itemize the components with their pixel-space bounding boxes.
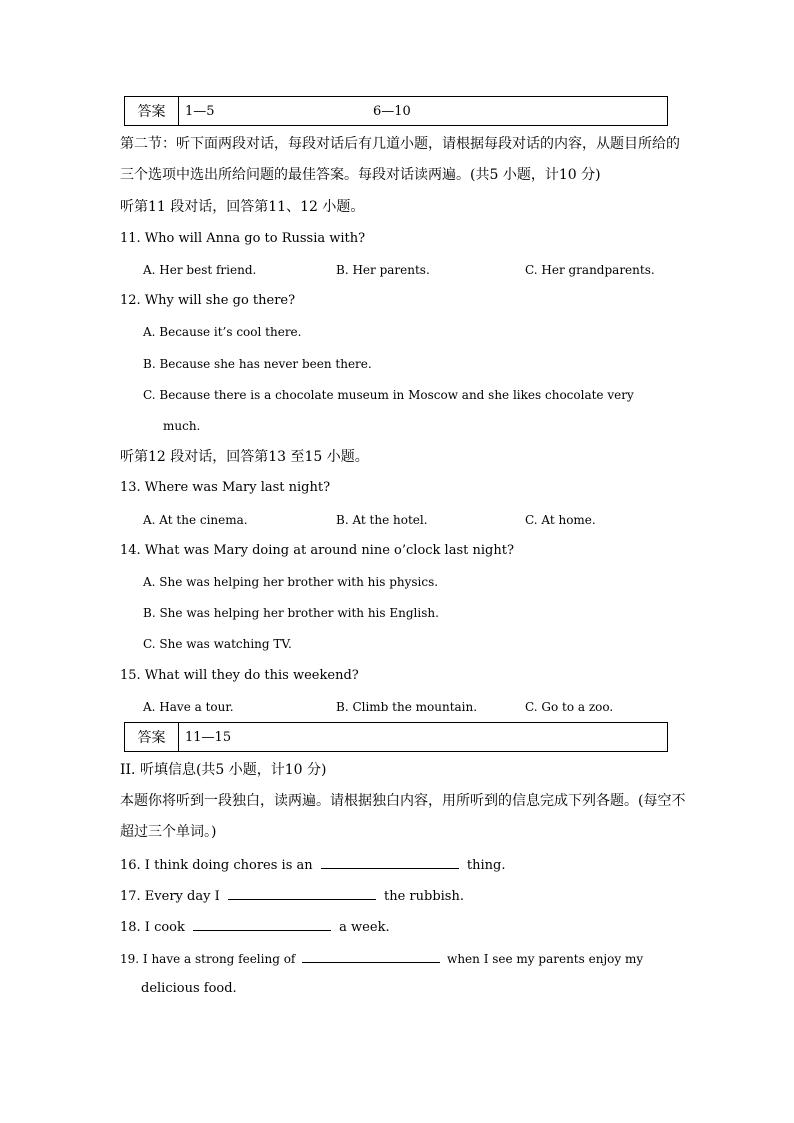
question-18: [120, 918, 390, 936]
q17-suffix: the rubbish.: [384, 889, 464, 904]
q15-option-c: C. Go to a zoo.: [525, 700, 614, 714]
q12-option-c: C. Because there is a chocolate museum in Moscow and she likes chocolate very: [143, 388, 634, 402]
q16-blank: [321, 856, 459, 869]
question-13: 13. Where was Mary last night?: [120, 480, 331, 495]
question-19: [120, 950, 643, 967]
q14-option-b: B. She was helping her brother with his English.: [143, 606, 439, 620]
part2-instruction-line2: 超过三个单词。): [120, 824, 217, 840]
question-17: [120, 887, 464, 905]
question-12: 12. Why will she go there?: [120, 293, 296, 308]
question-11: 11. Who will Anna go to Russia with?: [120, 231, 366, 246]
question-15: 15. What will they do this weekend?: [120, 668, 359, 683]
q17-prefix: 17. Every day I: [120, 889, 220, 904]
q12-option-c-continued: much.: [163, 419, 201, 433]
answer-label: 答案: [125, 97, 179, 125]
q18-prefix: 18. I cook: [120, 920, 185, 935]
q19-blank: [302, 950, 440, 963]
q13-option-b: B. At the hotel.: [336, 513, 428, 527]
dialog-11-heading: 听第11 段对话，回答第11、12 小题。: [120, 199, 365, 215]
q17-blank: [228, 887, 376, 900]
q18-suffix: a week.: [339, 920, 390, 935]
answer-range-1-5: 1—5: [185, 104, 215, 119]
q15-option-a: A. Have a tour.: [143, 700, 234, 714]
answer-range-11-15: 11—15: [185, 730, 232, 745]
question-16: [120, 856, 506, 874]
answer-range-6-10: 6—10: [373, 104, 411, 119]
q16-prefix: 16. I think doing chores is an: [120, 858, 313, 873]
q13-option-c: C. At home.: [525, 513, 596, 527]
question-14: 14. What was Mary doing at around nine o’clock last night?: [120, 543, 514, 558]
q14-option-c: C. She was watching TV.: [143, 637, 292, 651]
q11-option-c: C. Her grandparents.: [525, 263, 655, 277]
q15-option-b: B. Climb the mountain.: [336, 700, 478, 714]
section2-instruction-line1: 第二节：听下面两段对话，每段对话后有几道小题，请根据每段对话的内容，从题目所给的: [120, 136, 680, 152]
q11-option-b: B. Her parents.: [336, 263, 430, 277]
dialog-12-heading: 听第12 段对话，回答第13 至15 小题。: [120, 449, 369, 465]
part2-instruction-line1: 本题你将听到一段独白，读两遍。请根据独白内容，用所听到的信息完成下列各题。(每空不: [120, 793, 686, 809]
part2-title: II. 听填信息(共5 小题，计10 分): [120, 762, 327, 778]
q19-suffix: when I see my parents enjoy my: [447, 952, 644, 966]
q18-blank: [193, 918, 331, 931]
q14-option-a: A. She was helping her brother with his physics.: [143, 575, 439, 589]
answer-label: 答案: [125, 723, 179, 751]
answer-box-1: [124, 96, 668, 126]
q19-prefix: 19. I have a strong feeling of: [120, 952, 296, 966]
section2-instruction-line2: 三个选项中选出所给问题的最佳答案。每段对话读两遍。(共5 小题，计10 分): [120, 167, 601, 183]
q16-suffix: thing.: [466, 858, 506, 873]
q12-option-a: A. Because it’s cool there.: [143, 325, 302, 339]
q13-option-a: A. At the cinema.: [143, 513, 248, 527]
q11-option-a: A. Her best friend.: [143, 263, 257, 277]
q19-continued: delicious food.: [141, 981, 237, 996]
q12-option-b: B. Because she has never been there.: [143, 357, 372, 371]
answer-box-2: [124, 722, 668, 752]
